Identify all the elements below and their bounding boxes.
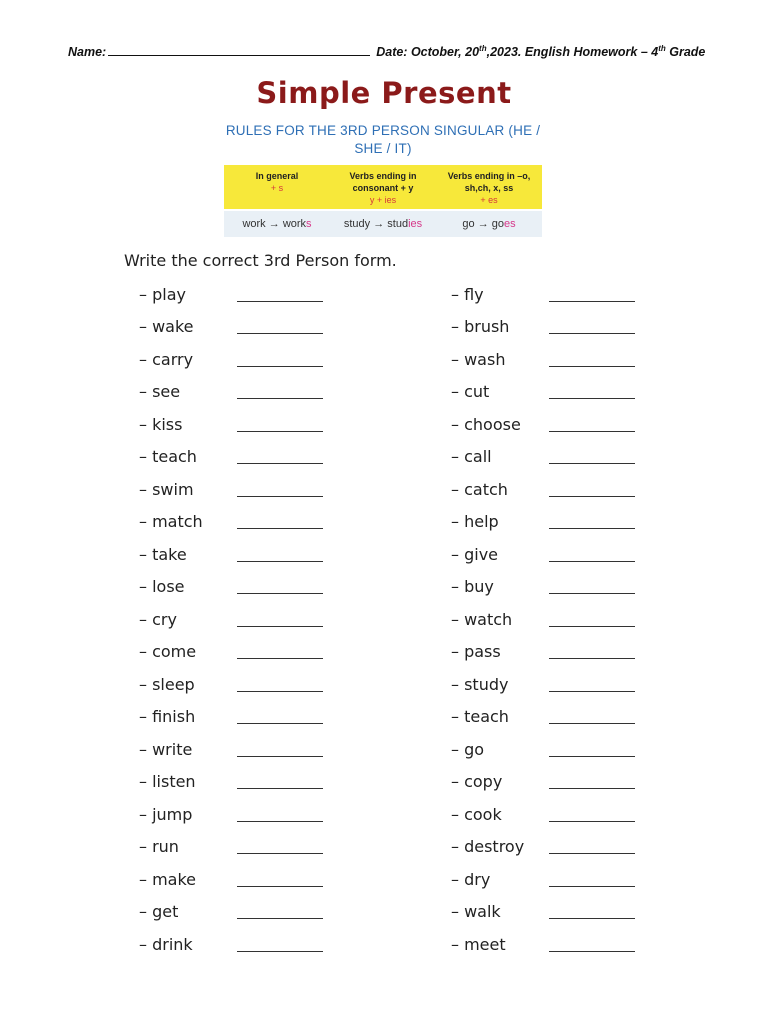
name-blank-line[interactable] — [108, 44, 370, 56]
verb-row — [139, 408, 323, 441]
verb-label: – make — [139, 869, 197, 889]
verb-label: – meet — [451, 934, 506, 954]
verb-label: – brush — [451, 317, 510, 337]
verb-label: – finish — [139, 707, 196, 727]
instruction-text: Write the correct 3rd Person form. — [124, 251, 397, 270]
rule-column-consonant-y: Verbs ending in consonant + y y + ies — [349, 171, 417, 205]
answer-blank-line[interactable] — [549, 449, 635, 464]
answer-blank-line[interactable] — [237, 677, 323, 692]
answer-blank-line[interactable] — [237, 709, 323, 724]
answer-blank-line[interactable] — [549, 352, 635, 367]
verb-label: – play — [139, 284, 186, 304]
verb-row — [139, 506, 323, 539]
verb-label: – wake — [139, 317, 194, 337]
verb-label: – walk — [451, 902, 501, 922]
verb-row — [139, 376, 323, 409]
example-go: go → goes — [462, 218, 516, 230]
verb-row — [451, 831, 635, 864]
verb-row — [139, 863, 323, 896]
rule-column-general: In general + s — [255, 171, 299, 193]
rules-grid — [224, 165, 542, 209]
answer-blank-line[interactable] — [237, 612, 323, 627]
verb-label: – cook — [451, 804, 502, 824]
verb-label: – run — [139, 837, 179, 857]
answer-blank-line[interactable] — [549, 904, 635, 919]
answer-blank-line[interactable] — [549, 287, 635, 302]
answer-blank-line[interactable] — [549, 644, 635, 659]
answer-blank-line[interactable] — [237, 579, 323, 594]
verb-label: – match — [139, 512, 203, 532]
answer-blank-line[interactable] — [237, 482, 323, 497]
verb-row — [451, 636, 635, 669]
verb-row — [451, 311, 635, 344]
worksheet-header — [68, 44, 708, 59]
verb-row — [451, 733, 635, 766]
page-title: Simple Present — [256, 76, 512, 110]
rules-box — [224, 122, 542, 240]
verb-label: – fly — [451, 284, 484, 304]
rules-examples — [224, 211, 542, 237]
verb-row — [139, 278, 323, 311]
answer-blank-line[interactable] — [237, 547, 323, 562]
verb-row — [451, 506, 635, 539]
verb-row — [451, 798, 635, 831]
verb-label: – study — [451, 674, 509, 694]
verb-row — [139, 473, 323, 506]
answer-blank-line[interactable] — [549, 742, 635, 757]
verb-row — [139, 603, 323, 636]
verb-label: – destroy — [451, 837, 525, 857]
answer-blank-line[interactable] — [549, 807, 635, 822]
verb-row — [451, 863, 635, 896]
verb-row — [139, 798, 323, 831]
verb-row — [451, 278, 635, 311]
answer-blank-line[interactable] — [549, 319, 635, 334]
answer-blank-line[interactable] — [237, 937, 323, 952]
verb-label: – cut — [451, 382, 490, 402]
verb-label: – come — [139, 642, 197, 662]
answer-blank-line[interactable] — [237, 319, 323, 334]
verb-row — [139, 896, 323, 929]
rule-column-es: Verbs ending in –o, sh,ch, x, ss + es — [447, 171, 531, 205]
answer-blank-line[interactable] — [237, 742, 323, 757]
verb-label: – choose — [451, 414, 521, 434]
answer-blank-line[interactable] — [237, 774, 323, 789]
verb-label: – write — [139, 739, 193, 759]
verb-label: – watch — [451, 609, 513, 629]
verb-row — [139, 343, 323, 376]
verb-label: – carry — [139, 349, 194, 369]
verb-list-right — [451, 278, 635, 961]
verb-row — [451, 668, 635, 701]
verb-label: – lose — [139, 577, 185, 597]
answer-blank-line[interactable] — [549, 547, 635, 562]
verb-row — [139, 668, 323, 701]
answer-blank-line[interactable] — [549, 937, 635, 952]
answer-blank-line[interactable] — [237, 417, 323, 432]
answer-blank-line[interactable] — [549, 482, 635, 497]
answer-blank-line[interactable] — [549, 872, 635, 887]
answer-blank-line[interactable] — [549, 709, 635, 724]
verb-label: – take — [139, 544, 187, 564]
verb-row — [451, 571, 635, 604]
verb-label: – buy — [451, 577, 494, 597]
answer-blank-line[interactable] — [549, 774, 635, 789]
verb-row — [451, 473, 635, 506]
verb-row — [139, 311, 323, 344]
verb-row — [451, 701, 635, 734]
verb-row — [451, 603, 635, 636]
verb-row — [139, 441, 323, 474]
answer-blank-line[interactable] — [237, 514, 323, 529]
verb-label: – go — [451, 739, 485, 759]
verb-label: – cry — [139, 609, 177, 629]
verb-row — [139, 538, 323, 571]
answer-blank-line[interactable] — [237, 449, 323, 464]
verb-row — [139, 701, 323, 734]
date-text: Date: October, 20th,2023. English Homework – 4th Grade — [376, 44, 706, 60]
answer-blank-line[interactable] — [237, 904, 323, 919]
verb-row — [451, 896, 635, 929]
verb-label: – swim — [139, 479, 194, 499]
verb-label: – call — [451, 447, 492, 467]
answer-blank-line[interactable] — [237, 352, 323, 367]
verb-label: – kiss — [139, 414, 183, 434]
answer-blank-line[interactable] — [549, 514, 635, 529]
verb-row — [451, 343, 635, 376]
verb-row — [139, 928, 323, 961]
answer-blank-line[interactable] — [549, 677, 635, 692]
verb-label: – see — [139, 382, 181, 402]
answer-blank-line[interactable] — [237, 384, 323, 399]
verb-row — [139, 766, 323, 799]
answer-blank-line[interactable] — [549, 612, 635, 627]
answer-blank-line[interactable] — [237, 644, 323, 659]
name-label: Name: — [68, 45, 107, 60]
rules-title: RULES FOR THE 3RD PERSON SINGULAR (HE / SHE / IT) — [225, 123, 541, 156]
verb-row — [139, 733, 323, 766]
verb-label: – pass — [451, 642, 501, 662]
verb-row — [451, 441, 635, 474]
verb-row — [139, 636, 323, 669]
verb-label: – help — [451, 512, 499, 532]
answer-blank-line[interactable] — [237, 287, 323, 302]
verb-row — [451, 376, 635, 409]
example-study: study → studies — [343, 218, 423, 230]
verb-list-left — [139, 278, 323, 961]
answer-blank-line[interactable] — [549, 417, 635, 432]
answer-blank-line[interactable] — [549, 384, 635, 399]
verb-label: – dry — [451, 869, 491, 889]
verb-label: – teach — [139, 447, 197, 467]
answer-blank-line[interactable] — [237, 807, 323, 822]
answer-blank-line[interactable] — [237, 872, 323, 887]
verb-row — [451, 766, 635, 799]
verb-row — [139, 831, 323, 864]
verb-label: – get — [139, 902, 179, 922]
verb-label: – give — [451, 544, 498, 564]
verb-row — [451, 928, 635, 961]
verb-label: – teach — [451, 707, 509, 727]
verb-label: – wash — [451, 349, 506, 369]
verb-label: – catch — [451, 479, 508, 499]
verb-row — [451, 408, 635, 441]
verb-label: – copy — [451, 772, 503, 792]
answer-blank-line[interactable] — [549, 579, 635, 594]
verb-row — [139, 571, 323, 604]
example-work: work → works — [242, 218, 312, 230]
verb-label: – listen — [139, 772, 196, 792]
answer-blank-line[interactable] — [237, 839, 323, 854]
verb-row — [451, 538, 635, 571]
verb-label: – drink — [139, 934, 193, 954]
answer-blank-line[interactable] — [549, 839, 635, 854]
verb-label: – jump — [139, 804, 193, 824]
verb-label: – sleep — [139, 674, 195, 694]
